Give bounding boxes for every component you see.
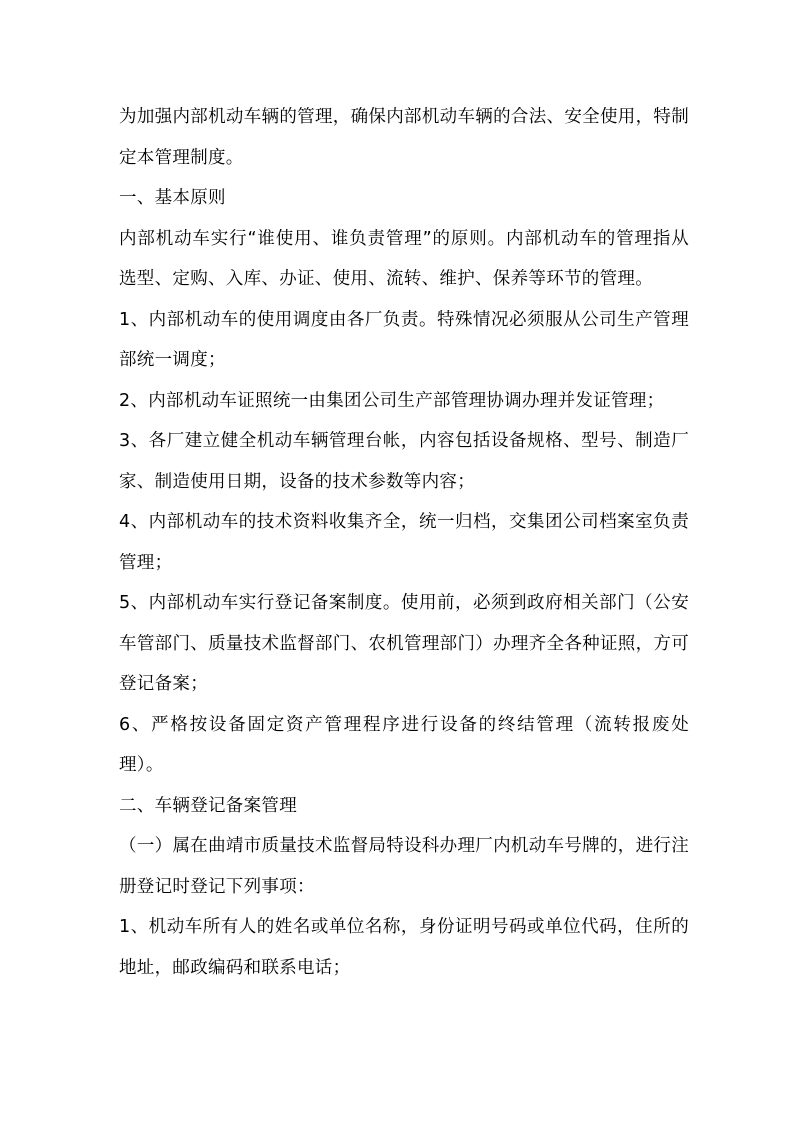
list-item-6: 6、严格按设备固定资产管理程序进行设备的终结管理（流转报废处理）。 — [119, 714, 689, 775]
paragraph-intro: 为加强内部机动车辆的管理，确保内部机动车辆的合法、安全使用，特制定本管理制度。 — [119, 107, 689, 168]
paragraph-principle: 内部机动车实行“谁使用、谁负责管理”的原则。内部机动车的管理指从选型、定购、入库、办证、使用、流转、维护、保养等环节的管理。 — [119, 228, 689, 289]
heading-registration: 二、车辆登记备案管理 — [119, 795, 297, 816]
list-item-4: 4、内部机动车的技术资料收集齐全，统一归档，交集团公司档案室负责管理； — [119, 512, 689, 573]
paragraph-subsection-1: （一）属在曲靖市质量技术监督局特设科办理厂内机动车号牌的，进行注册登记时登记下列事项： — [119, 836, 689, 897]
list-item-3: 3、各厂建立健全机动车辆管理台帐，内容包括设备规格、型号、制造厂家、制造使用日期，设备的技术参数等内容； — [119, 431, 689, 492]
list-item-5: 5、内部机动车实行登记备案制度。使用前，必须到政府相关部门（公安车管部门、质量技术监督部门、农机管理部门）办理齐全各种证照，方可登记备案； — [119, 593, 689, 694]
heading-basic-principles: 一、基本原则 — [119, 188, 226, 208]
list-item-1: 1、内部机动车的使用调度由各厂负责。特殊情况必须服从公司生产管理部统一调度； — [119, 309, 689, 370]
list-item-2: 2、内部机动车证照统一由集团公司生产部管理协调办理并发证管理； — [119, 390, 665, 411]
document-body — [119, 97, 689, 988]
list-item-registration-1: 1、机动车所有人的姓名或单位名称，身份证明号码或单位代码，住所的地址，邮政编码和联系电话； — [119, 917, 689, 978]
